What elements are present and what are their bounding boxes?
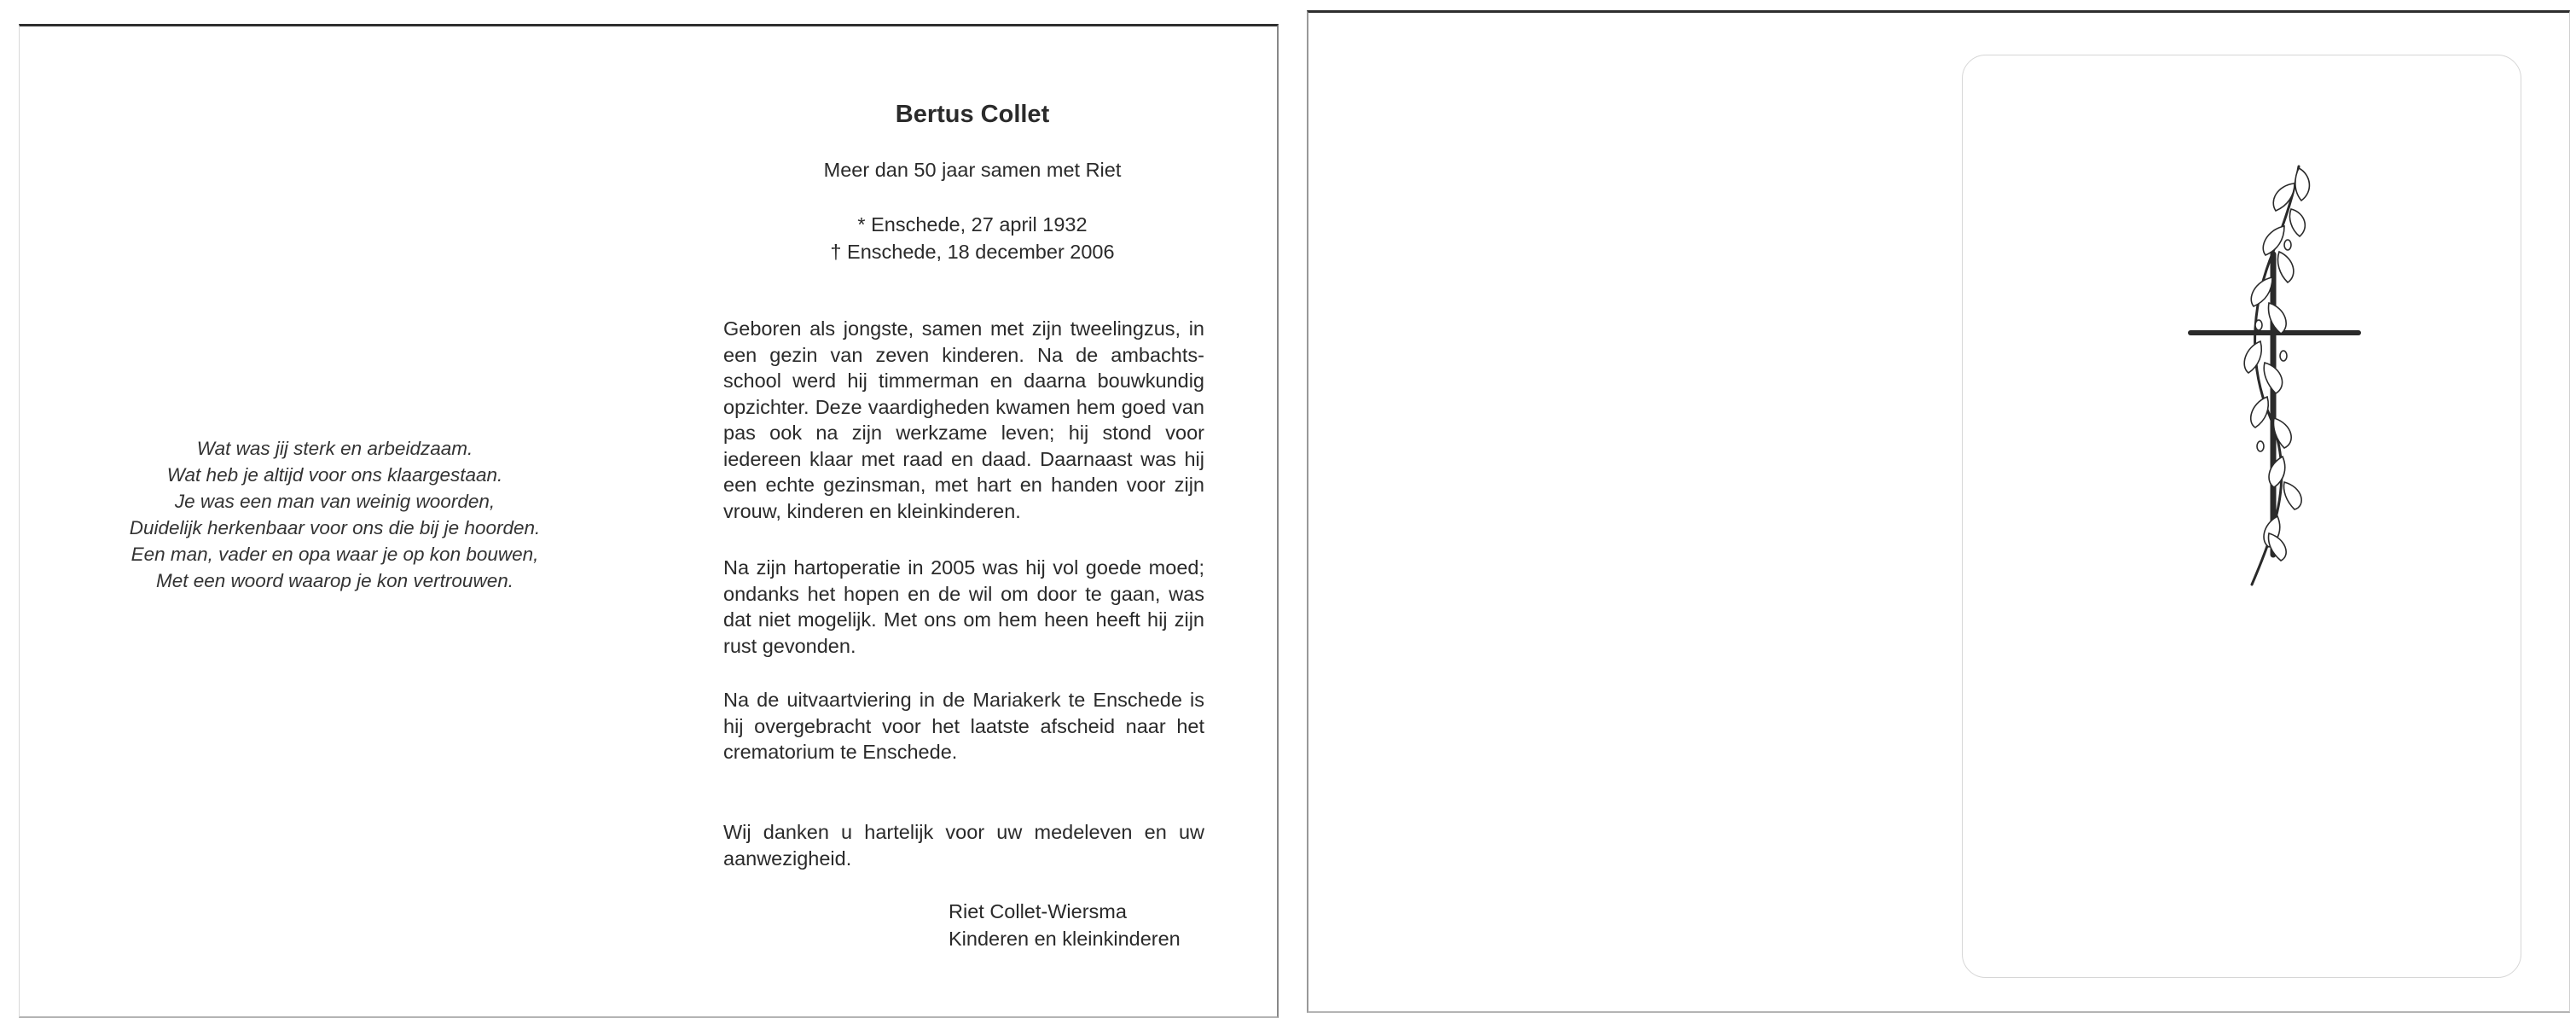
cross-with-olive-branch-icon (2167, 158, 2422, 593)
illness-paragraph: Na zijn hartoperatie in 2005 was hij vol goede moed; ondanks het hopen en de wil om door te gaan, was dat niet mogelijk. Met ons om hem heen heeft hij zijn rust gevonden. (723, 556, 1204, 657)
poem-line: Wat heb je altijd voor ons klaargestaan. (166, 464, 503, 486)
signature-block (949, 898, 1230, 952)
poem-line: Wat was jij sterk en arbeidzaam. (196, 438, 473, 459)
thanks-paragraph: Wij danken u hartelijk voor uw medeleven en uw aanwezigheid. (723, 821, 1204, 870)
poem-line: Duidelijk herkenbaar voor ons die bij je hoorden. (129, 517, 541, 538)
poem (51, 435, 618, 594)
death-date: † Enschede, 18 december 2006 (830, 241, 1115, 263)
deceased-name: Bertus Collet (895, 101, 1050, 128)
card-cover (1288, 0, 2576, 1024)
life-dates (725, 211, 1220, 265)
card-inside-spread (0, 0, 1279, 1024)
birth-date: * Enschede, 27 april 1932 (857, 213, 1088, 236)
marriage-note: Meer dan 50 jaar samen met Riet (823, 159, 1122, 181)
signature-line: Kinderen en kleinkinderen (949, 928, 1181, 950)
funeral-paragraph: Na de uitvaartviering in de Mariakerk te Enschede is hij overgebracht voor het laatste afscheid naar het crematorium te Enschede. (723, 689, 1204, 763)
signature-line: Riet Collet-Wiersma (949, 900, 1127, 922)
poem-line: Een man, vader en opa waar je op kon bouwen, (131, 544, 539, 565)
poem-line: Je was een man van weinig woorden, (174, 491, 496, 512)
poem-line: Met een woord waarop je kon vertrouwen. (156, 570, 513, 591)
biography-paragraph: Geboren als jongste, samen met zijn tweelingzus, in een gezin van zeven kinderen. Na de ambachts-school werd hij timmerman en daarna bouwkundig opzichter. Deze vaardigheden kwamen hem goed van pas ook na zijn werkzame leven; hij stond voor iedereen klaar met raad en daad. Daarnaast was hij een echte gezinsman, met hart en handen voor zijn vrouw, kinderen en kleinkinderen. (723, 317, 1204, 522)
